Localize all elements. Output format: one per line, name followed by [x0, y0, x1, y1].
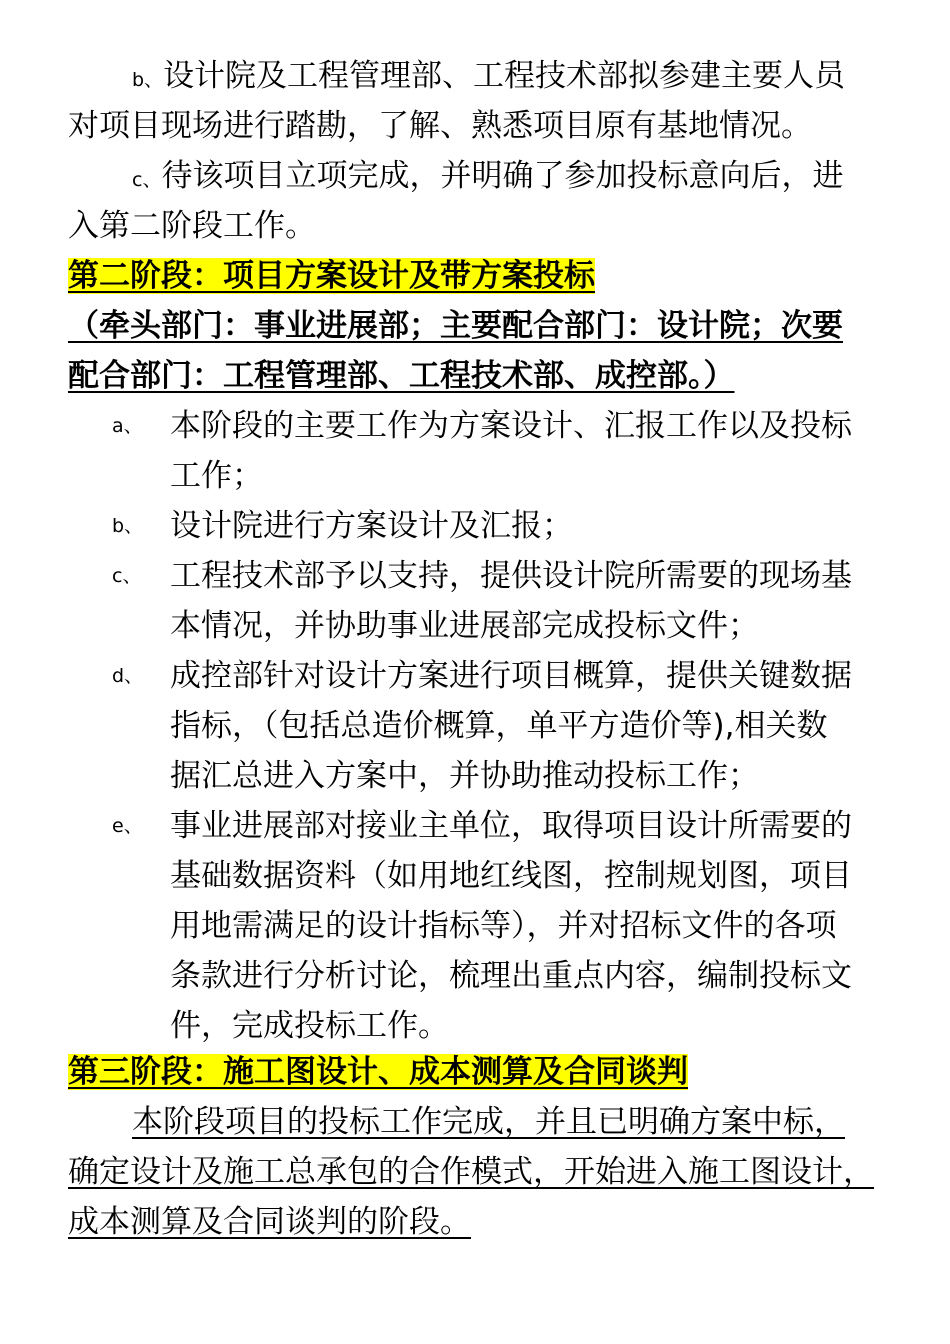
list-item-line: 用地需满足的设计指标等），并对招标文件的各项 — [170, 908, 837, 944]
list-item-line: 基础数据资料（如用地红线图，控制规划图，项目 — [170, 858, 852, 894]
list-item-line: 事业进展部对接业主单位，取得项目设计所需要的 — [170, 808, 852, 844]
list-item-line: 工程技术部予以支持，提供设计院所需要的现场基 — [170, 558, 852, 594]
paragraph-text: 待该项目立项完成，并明确了参加投标意向后，进 — [161, 158, 844, 194]
list-item-line: 指标，（包括总造价概算，单平方造价等),相关数 — [170, 708, 828, 744]
list-item-line: 条款进行分析讨论，梳理出重点内容，编制投标文 — [170, 958, 852, 994]
intro-item-c — [132, 156, 843, 200]
stage2-note-line: 配合部门：工程管理部、工程技术部、成控部。） — [68, 358, 735, 394]
paragraph-line: 对项目现场进行踏勘，了解、熟悉项目原有基地情况。 — [68, 108, 812, 144]
stage2-note-line: （牵头部门：事业进展部；主要配合部门：设计院；次要 — [68, 308, 843, 344]
list-item-line: 设计院进行方案设计及汇报； — [170, 508, 573, 544]
list-marker: d、 — [112, 665, 144, 687]
list-marker: b、 — [112, 515, 144, 537]
stage3-heading: 第三阶段：施工图设计、成本测算及合同谈判 — [68, 1054, 688, 1090]
list-marker: c、 — [132, 169, 162, 191]
list-item-line: 本情况，并协助事业进展部完成投标文件； — [170, 608, 759, 644]
list-marker: a、 — [112, 415, 143, 437]
paragraph-line: 入第二阶段工作。 — [68, 208, 316, 244]
list-marker: e、 — [112, 815, 143, 837]
list-marker: c、 — [112, 565, 142, 587]
stage3-paragraph-line: 成本测算及合同谈判的阶段。 — [68, 1204, 471, 1240]
list-marker: b、 — [132, 69, 164, 91]
stage2-heading: 第二阶段：项目方案设计及带方案投标 — [68, 258, 595, 294]
paragraph-text: 设计院及工程管理部、工程技术部拟参建主要人员 — [163, 58, 846, 94]
intro-item-b — [132, 56, 845, 100]
stage3-paragraph-line: 确定设计及施工总承包的合作模式，开始进入施工图设计， — [68, 1154, 874, 1190]
list-item-line: 成控部针对设计方案进行项目概算，提供关键数据 — [170, 658, 852, 694]
list-item-line: 本阶段的主要工作为方案设计、汇报工作以及投标 — [170, 408, 852, 444]
stage3-paragraph-line: 本阶段项目的投标工作完成，并且已明确方案中标， — [132, 1104, 845, 1140]
list-item-line: 据汇总进入方案中，并协助推动投标工作； — [170, 758, 759, 794]
list-item-line: 件，完成投标工作。 — [170, 1008, 449, 1044]
list-item-line: 工作； — [170, 458, 263, 494]
